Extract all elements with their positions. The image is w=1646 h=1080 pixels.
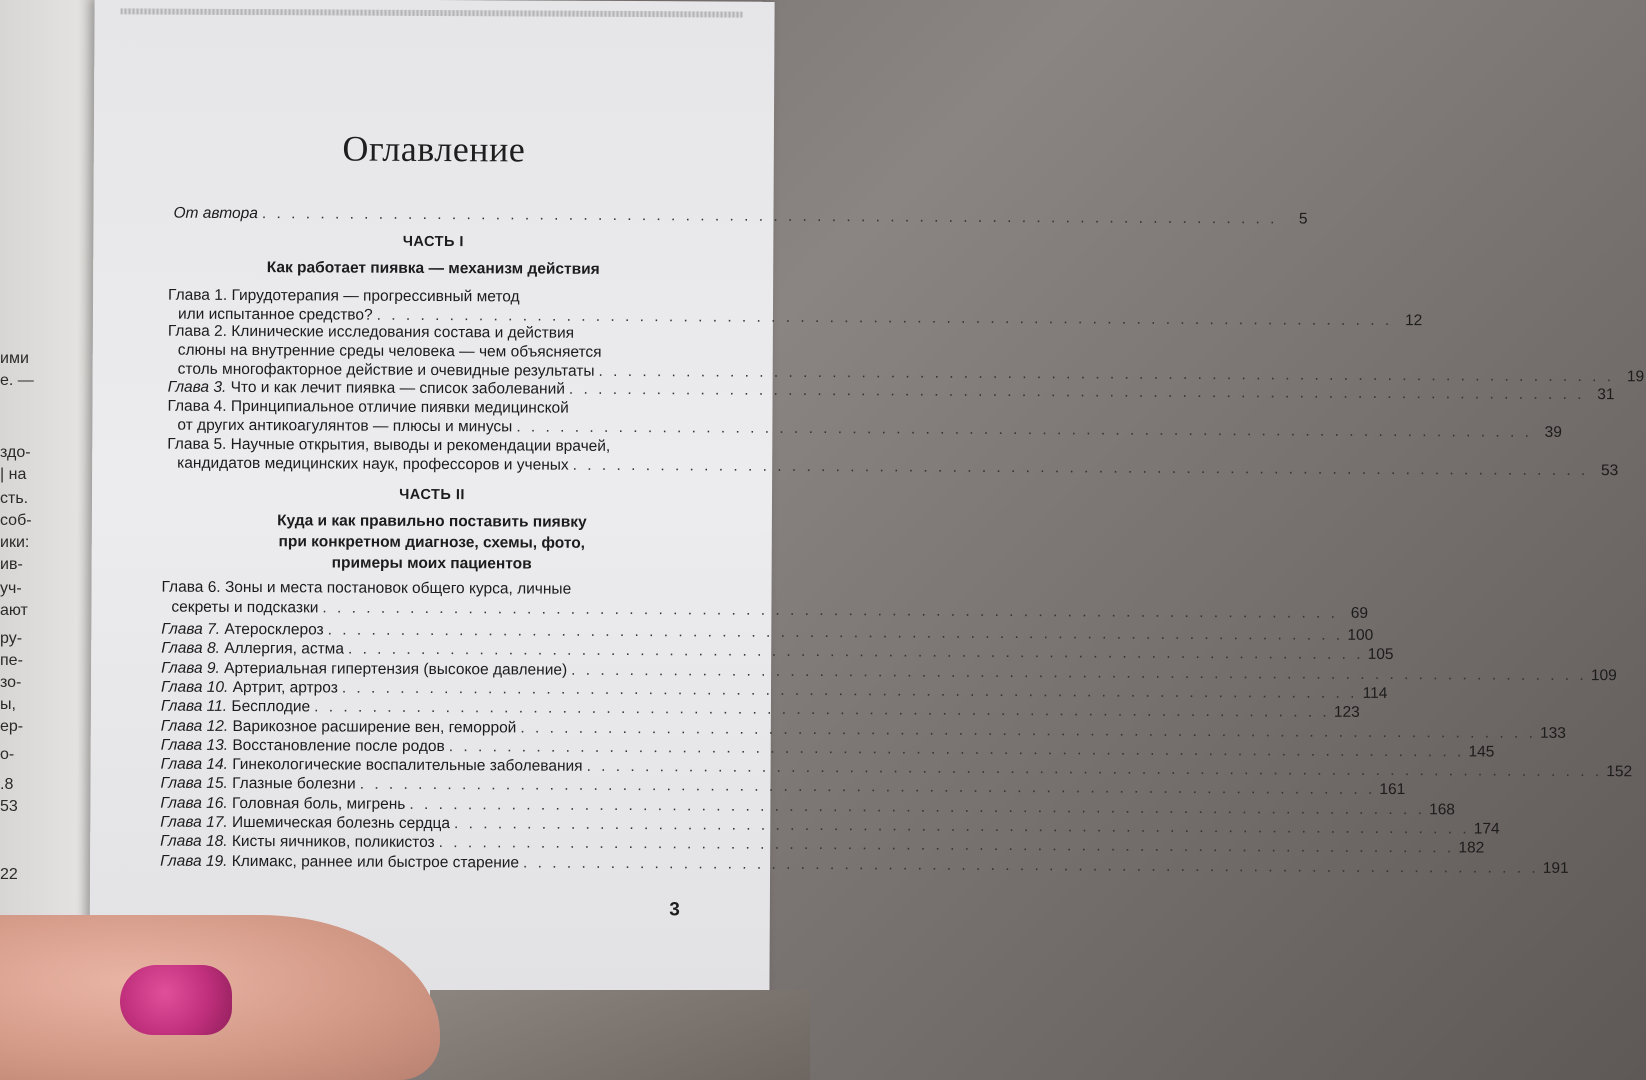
toc-entry-line — [160, 736, 1495, 761]
part-2-title-line: при конкретном диагнозе, схемы, фото, — [278, 533, 586, 552]
entry-text: Артрит, артроз — [232, 678, 338, 697]
chapter-label: Глава 16. — [160, 794, 233, 812]
toc-entry-line — [161, 620, 1374, 644]
chapter-label: Глава 17. — [160, 813, 233, 831]
entry-text: Гирудотерапия — прогрессивный метод — [231, 286, 520, 306]
toc-entry-line — [178, 342, 602, 362]
entry-text: Аллергия, астма — [224, 640, 345, 658]
chapter-label: Глава 5. — [167, 435, 231, 453]
page-title: Оглавление — [342, 128, 526, 170]
dot-leader: . . . . . . . . . . . . . . . . . . . . . . . . . . . . . . . . . . . . . . . . . . . . . . . . . . . . . . . . . . . . . . . . . . . . . . — [568, 380, 1585, 404]
toc-entry-line — [167, 378, 1615, 404]
entry-text: Глазные болезни — [232, 775, 356, 793]
entry-page-number: 133 — [1540, 724, 1566, 742]
entry-page-number: 123 — [1333, 703, 1360, 722]
chapter-label: Глава 9. — [161, 659, 225, 677]
toc-entry-line — [161, 659, 1617, 684]
toc-entry-line — [160, 697, 1360, 722]
entry-page-number: 109 — [1590, 666, 1617, 684]
entry-text: Гинекологические воспалительные заболевания — [232, 756, 583, 775]
entry-text: секреты и подсказки — [171, 598, 319, 617]
dot-leader: . . . . . . . . . . . . . . . . . . . . . . . . . . . . . . . . . . . . . . . . . . . . . . . . . . . . . . . . . . . . . . . . . . . . . . — [448, 737, 1465, 761]
left-page-fragment: уч- — [0, 580, 22, 597]
floor-background — [430, 990, 810, 1080]
toc-entry-line — [161, 639, 1394, 664]
dot-leader: . . . . . . . . . . . . . . . . . . . . . . . . . . . . . . . . . . . . . . . . . . . . . . . . . . . . . . . . . . . . . . . . . . . . . . — [327, 621, 1344, 644]
dot-leader: . . . . . . . . . . . . . . . . . . . . . . . . . . . . . . . . . . . . . . . . . . . . . . . . . . . . . . . . . . . . . . . . . . . . . . — [454, 815, 1470, 838]
entry-text: Клинические исследования состава и действия — [231, 322, 575, 342]
dot-leader: . . . . . . . . . . . . . . . . . . . . . . . . . . . . . . . . . . . . . . . . . . . . . . . . . . . . . . . . . . . . . . . . . . . . . . — [347, 640, 1364, 664]
dot-leader: . . . . . . . . . . . . . . . . . . . . . . . . . . . . . . . . . . . . . . . . . . . . . . . . . . . . . . . . . . . . . . . . . . . . . . — [409, 795, 1426, 818]
entry-text: от других антикоагулянтов — плюсы и минусы — [177, 416, 513, 436]
toc-entry-line — [160, 774, 1406, 799]
entry-text: Климакс, раннее или быстрое старение — [231, 852, 520, 872]
chapter-label: Глава 6. — [161, 578, 226, 596]
entry-text: Кисты яичников, поликистоз — [231, 833, 435, 852]
entry-page-number: 31 — [1597, 386, 1615, 404]
left-page-fragment: .8 — [0, 776, 14, 793]
entry-text: Что и как лечит пиявка — список заболеваний — [230, 378, 566, 398]
entry-page-number: 191 — [1542, 859, 1569, 877]
entry-text: Ишемическая болезнь сердца — [231, 813, 451, 833]
entry-text: Варикозное расширение вен, геморрой — [232, 717, 517, 736]
entry-text: кандидатов медицинских наук, профессоров и ученых — [177, 454, 569, 474]
entry-text: Артериальная гипертензия (высокое давление) — [224, 659, 568, 679]
dot-leader: . . . . . . . . . . . . . . . . . . . . . . . . . . . . . . . . . . . . . . . . . . . . . . . . . . . . . . . . . . . . . . . . . . . . . . — [520, 718, 1536, 742]
part-1-label: ЧАСТЬ I — [402, 233, 465, 251]
entry-page-number: 12 — [1404, 312, 1423, 330]
left-page-fragment: е. — — [0, 372, 34, 389]
left-page-fragment: ер- — [0, 718, 24, 735]
entry-text: Зоны и места постановок общего курса, личные — [224, 578, 572, 598]
dot-leader: . . . . . . . . . . . . . . . . . . . . . . . . . . . . . . . . . . . . . . . . . . . . . . . . . . . . . . . . . . . . . . . . . . . . . . — [586, 757, 1603, 781]
left-page-fragment: 22 — [0, 866, 18, 883]
toc-entry-line — [160, 755, 1633, 781]
entry-text: или испытанное средство? — [177, 305, 373, 324]
entry-text: слюны на внутренние среды человека — чем объясняется — [177, 341, 602, 361]
entry-page-number: 145 — [1468, 743, 1495, 761]
page-number: 3 — [669, 899, 680, 921]
chapter-label: Глава 2. — [167, 322, 232, 340]
toc-entry-line — [160, 717, 1566, 742]
left-page-fragment: ики: — [0, 534, 30, 551]
left-page-fragment: ают — [0, 602, 28, 619]
chapter-label: Глава 18. — [160, 832, 232, 851]
chapter-label: Глава 7. — [161, 620, 225, 638]
chapter-label: Глава 12. — [160, 717, 233, 735]
entry-text: Атеросклероз — [224, 620, 324, 639]
toc-entry-line — [167, 398, 568, 418]
left-page-fragment: | на — [0, 466, 27, 483]
left-page-fragment: сть. — [0, 490, 29, 507]
entry-page-number: 105 — [1367, 646, 1394, 664]
fingernail — [120, 965, 232, 1035]
dot-leader: . . . . . . . . . . . . . . . . . . . . . . . . . . . . . . . . . . . . . . . . . . . . . . . . . . . . . . . . . . . . . . . . . . . . . . — [314, 698, 1330, 721]
dot-leader: . . . . . . . . . . . . . . . . . . . . . . . . . . . . . . . . . . . . . . . . . . . . . . . . . . . . . . . . . . . . . . . . . . . . . . — [376, 306, 1393, 330]
entry-page-number: 182 — [1458, 839, 1485, 857]
chapter-label: Глава 19. — [160, 852, 232, 870]
toc-entry-line — [168, 323, 574, 343]
entry-text: Научные открытия, выводы и рекомендации врачей, — [230, 435, 611, 455]
book-page — [89, 0, 1645, 1002]
dot-leader: . . . . . . . . . . . . . . . . . . . . . . . . . . . . . . . . . . . . . . . . . . . . . . . . . . . . . . . . . . . . . . . . . . . . . . — [516, 418, 1532, 441]
part-2-title-line: примеры моих пациентов — [331, 554, 532, 573]
toc-entry-line — [168, 287, 520, 307]
dot-leader: . . . . . . . . . . . . . . . . . . . . . . . . . . . . . . . . . . . . . . . . . . . . . . . . . . . . . . . . . . . . . . . . . . . . . . — [261, 205, 1278, 228]
chapter-label: Глава 11. — [160, 697, 232, 716]
toc-entry-line — [171, 598, 1369, 622]
toc-entry-line — [177, 416, 1562, 441]
entry-page-number: 19 — [1626, 368, 1645, 386]
entry-text: Принципиальное отличие пиявки медицинской — [230, 397, 569, 417]
dot-leader: . . . . . . . . . . . . . . . . . . . . . . . . . . . . . . . . . . . . . . . . . . . . . . . . . . . . . . . . . . . . . . . . . . . . . . — [359, 776, 1376, 799]
entry-page-number: 5 — [1298, 210, 1308, 228]
chapter-label: Глава 1. — [168, 286, 232, 304]
toc-entry-line — [160, 813, 1500, 838]
dot-leader: . . . . . . . . . . . . . . . . . . . . . . . . . . . . . . . . . . . . . . . . . . . . . . . . . . . . . . . . . . . . . . . . . . . . . . — [341, 679, 1358, 702]
left-page-fragment: ру- — [0, 630, 23, 647]
left-page-fragment: пе- — [0, 652, 23, 669]
entry-page-number: 69 — [1350, 604, 1369, 622]
chapter-label: Глава 8. — [161, 639, 225, 658]
toc-entry-line — [160, 678, 1388, 702]
toc-entry-line — [161, 579, 571, 599]
toc-entry-line — [160, 794, 1456, 819]
entry-page-number: 168 — [1429, 800, 1456, 819]
entry-text: Головная боль, мигрень — [232, 794, 406, 813]
entry-page-number: 100 — [1347, 626, 1374, 644]
chapter-label: Глава 13. — [160, 736, 233, 754]
left-page-fragment: ы, — [0, 696, 16, 713]
entry-text: Восстановление после родов — [232, 736, 445, 755]
entry-text: Бесплодие — [231, 698, 311, 716]
dot-leader: . . . . . . . . . . . . . . . . . . . . . . . . . . . . . . . . . . . . . . . . . . . . . . . . . . . . . . . . . . . . . . . . . . . . . . — [571, 661, 1587, 684]
chapter-label: Глава 14. — [160, 755, 233, 774]
left-page-fragment: зо- — [0, 674, 22, 691]
top-rule — [121, 8, 743, 17]
dot-leader: . . . . . . . . . . . . . . . . . . . . . . . . . . . . . . . . . . . . . . . . . . . . . . . . . . . . . . . . . . . . . . . . . . . . . . — [438, 834, 1455, 857]
toc-entry-line — [167, 436, 610, 456]
chapter-label: Глава 10. — [160, 678, 233, 696]
chapter-label: Глава 4. — [167, 397, 231, 415]
entry-page-number: 39 — [1544, 423, 1562, 441]
dot-leader: . . . . . . . . . . . . . . . . . . . . . . . . . . . . . . . . . . . . . . . . . . . . . . . . . . . . . . . . . . . . . . . . . . . . . . — [572, 456, 1589, 480]
chapter-label: Глава 15. — [160, 774, 233, 793]
part-2-label: ЧАСТЬ II — [399, 486, 465, 504]
dot-leader: . . . . . . . . . . . . . . . . . . . . . . . . . . . . . . . . . . . . . . . . . . . . . . . . . . . . . . . . . . . . . . . . . . . . . . — [598, 362, 1615, 386]
left-page-fragment: 53 — [0, 798, 18, 815]
entry-page-number: 174 — [1473, 820, 1500, 838]
toc-entry-line — [160, 852, 1569, 877]
part-2-title-line: Куда и как правильно поставить пиявку — [277, 512, 587, 531]
left-page-fragment: соб- — [0, 512, 32, 529]
dot-leader: . . . . . . . . . . . . . . . . . . . . . . . . . . . . . . . . . . . . . . . . . . . . . . . . . . . . . . . . . . . . . . . . . . . . . . — [523, 854, 1539, 877]
part-1-title: Как работает пиявка — механизм действия — [266, 259, 600, 278]
left-page-fragment: ив- — [0, 556, 23, 573]
toc-entry-line — [160, 832, 1485, 857]
entry-page-number: 53 — [1600, 462, 1619, 480]
entry-text: столь многофакторное действие и очевидные результаты — [177, 360, 595, 380]
dot-leader: . . . . . . . . . . . . . . . . . . . . . . . . . . . . . . . . . . . . . . . . . . . . . . . . . . . . . . . . . . . . . . . . . . . . . . — [322, 599, 1339, 622]
entry-page-number: 114 — [1362, 684, 1388, 702]
left-page-fragment: о- — [0, 746, 15, 763]
entry-page-number: 161 — [1379, 781, 1406, 799]
entry-text: От автора — [173, 204, 258, 223]
left-page-fragment: здо- — [0, 444, 31, 461]
left-page-fragment: ими — [0, 350, 29, 367]
toc-entry-line — [173, 204, 1308, 228]
toc-entry-line — [177, 454, 1619, 480]
chapter-label: Глава 3. — [167, 378, 231, 396]
entry-page-number: 152 — [1606, 763, 1633, 781]
